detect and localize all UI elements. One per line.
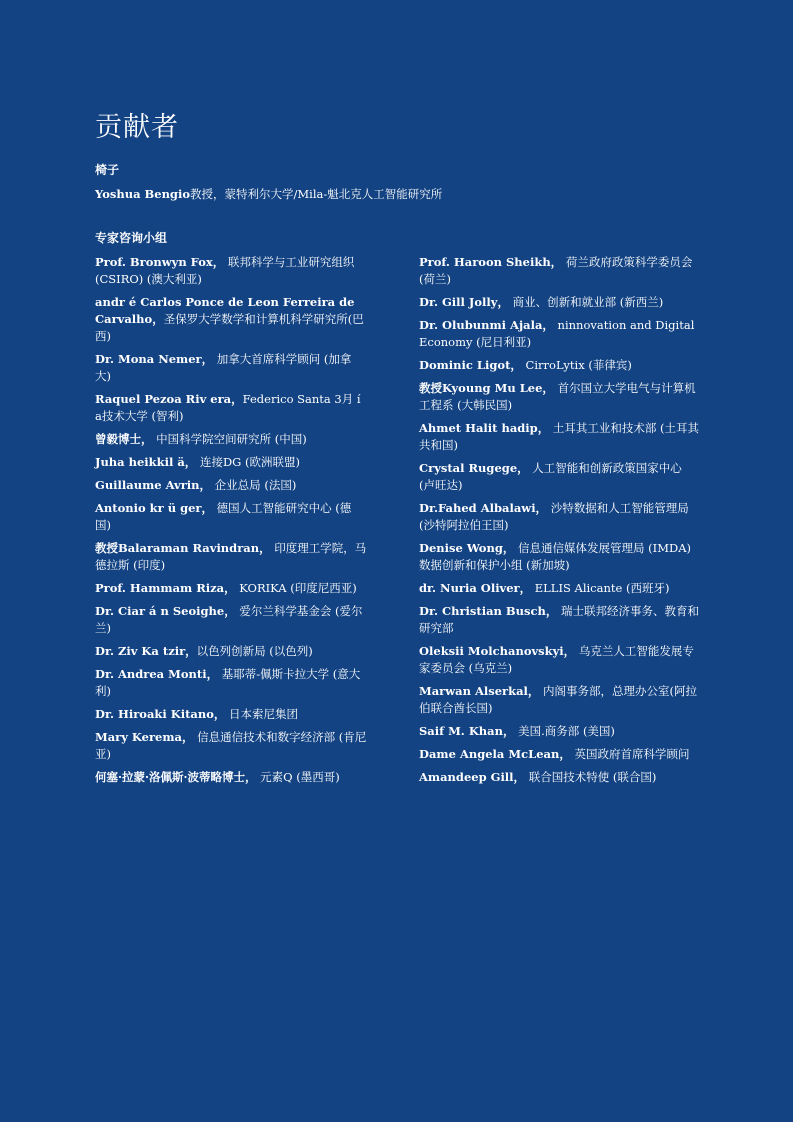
- member-name: dr. Nuria Oliver，: [419, 581, 532, 595]
- member-affiliation: KORIKA (印度尼西亚): [235, 581, 357, 595]
- list-item: [95, 666, 367, 700]
- member-name: Dr. Ciar á n Seoighe，: [95, 604, 236, 618]
- member-affiliation: 印度理工学院，马德拉斯 (印度): [95, 541, 367, 572]
- member-affiliation: 荷兰政府政策科学委员会 (荷兰): [419, 255, 693, 286]
- list-item: [419, 500, 701, 534]
- member-name: Crystal Rugege，: [419, 461, 529, 475]
- member-name: Dr. Christian Busch，: [419, 604, 558, 618]
- member-name: Dr. Mona Nemer，: [95, 352, 214, 366]
- member-name: Dr. Andrea Monti，: [95, 667, 219, 681]
- member-name: Prof. Hammam Riza，: [95, 581, 236, 595]
- list-item: [419, 746, 701, 763]
- list-item: [419, 723, 701, 740]
- member-affiliation: 信息通信媒体发展管理局 (IMDA) 数据创新和保护小组 (新加坡): [419, 541, 692, 572]
- member-name: 何塞·拉蒙·洛佩斯·波蒂略博士，: [95, 770, 257, 784]
- member-affiliation: Federico Santa 3月 í a技术大学 (智利): [95, 392, 361, 423]
- member-name: Dominic Ligot，: [419, 358, 522, 372]
- member-affiliation: 爱尔兰科学基金会 (爱尔兰): [95, 604, 363, 635]
- member-name: Dame Angela McLean，: [419, 747, 571, 761]
- member-name: Denise Wong，: [419, 541, 515, 555]
- member-affiliation: 首尔国立大学电气与计算机工程系 (大韩民国): [419, 381, 696, 412]
- list-item: [95, 294, 367, 345]
- list-item: [419, 317, 701, 351]
- member-name: Dr. Ziv Ka tzir，: [95, 644, 197, 658]
- list-item: [419, 540, 701, 574]
- panel-heading: 专家咨询小组: [95, 231, 168, 245]
- member-affiliation: 元素Q (墨西哥): [256, 770, 340, 784]
- member-name: andr é Carlos Ponce de Leon Ferreira de Carvalho，: [95, 295, 355, 326]
- list-item: [419, 420, 701, 454]
- list-item: [419, 683, 701, 717]
- member-affiliation: 联合国技术特使 (联合国): [525, 770, 657, 784]
- member-affiliation: 企业总局 (法国): [211, 478, 297, 492]
- list-item: [95, 500, 367, 534]
- member-name: 教授Kyoung Mu Lee，: [419, 381, 554, 395]
- chair-heading: 椅子: [95, 163, 120, 177]
- list-item: [419, 643, 701, 677]
- member-affiliation: 德国人工智能研究中心 (德国): [95, 501, 352, 532]
- list-item: [95, 540, 367, 574]
- member-affiliation: 信息通信技术和数字经济部 (肯尼亚): [95, 730, 367, 761]
- member-name: Oleksii Molchanovskyi，: [419, 644, 576, 658]
- list-item: [419, 254, 701, 288]
- member-name: Marwan Alserkal，: [419, 684, 540, 698]
- member-name: Juha heikkil ä，: [95, 455, 197, 469]
- list-item: [419, 294, 701, 311]
- member-affiliation: 内阁事务部，总理办公室(阿拉伯联合酋长国): [419, 684, 698, 715]
- member-affiliation: 以色列创新局 (以色列): [196, 644, 313, 658]
- member-affiliation: 连接DG (欧洲联盟): [196, 455, 300, 469]
- left-column: [95, 254, 367, 792]
- page-title: 贡献者: [95, 112, 179, 143]
- list-item: [419, 380, 701, 414]
- member-name: Guillaume Avrin，: [95, 478, 212, 492]
- chair-entry: [95, 186, 442, 202]
- member-name: Dr. Hiroaki Kitano，: [95, 707, 226, 721]
- member-name: Mary Kerema，: [95, 730, 194, 744]
- list-item: [95, 769, 367, 786]
- list-item: [95, 729, 367, 763]
- member-affiliation: 土耳其工业和技术部 (土耳其共和国): [419, 421, 700, 452]
- member-affiliation: 乌克兰人工智能发展专家委员会 (乌克兰): [419, 644, 694, 675]
- list-item: [95, 454, 367, 471]
- list-item: [419, 357, 701, 374]
- member-affiliation: CirroLytix (菲律宾): [521, 358, 632, 372]
- member-affiliation: 瑞士联邦经济事务、教育和研究部: [419, 604, 699, 635]
- member-name: Prof. Bronwyn Fox，: [95, 255, 225, 269]
- list-item: [95, 580, 367, 597]
- member-name: Antonio kr ü ger，: [95, 501, 213, 515]
- member-name: Ahmet Halit hadip，: [419, 421, 550, 435]
- list-item: [95, 351, 367, 385]
- member-affiliation: 圣保罗大学数学和计算机科学研究所(巴西): [95, 312, 364, 343]
- member-name: 教授Balaraman Ravindran，: [95, 541, 271, 555]
- member-affiliation: ninnovation and Digital Economy (尼日利亚): [419, 318, 695, 349]
- member-affiliation: 日本索尼集团: [225, 707, 299, 721]
- member-name: Prof. Haroon Sheikh，: [419, 255, 563, 269]
- member-affiliation: 沙特数据和人工智能管理局 (沙特阿拉伯王国): [419, 501, 689, 532]
- member-affiliation: 中国科学院空间研究所 (中国): [152, 432, 307, 446]
- list-item: [95, 254, 367, 288]
- list-item: [95, 391, 367, 425]
- member-affiliation: 加拿大首席科学顾问 (加拿大): [95, 352, 352, 383]
- member-name: Amandeep Gill，: [419, 770, 526, 784]
- member-name: Dr.Fahed Albalawi，: [419, 501, 548, 515]
- member-affiliation: 基耶蒂-佩斯卡拉大学 (意大利): [95, 667, 361, 698]
- member-name: Dr. Gill Jolly，: [419, 295, 509, 309]
- member-name: Saif M. Khan，: [419, 724, 515, 738]
- member-affiliation: 人工智能和创新政策国家中心 (卢旺达): [419, 461, 682, 492]
- member-name: 曾毅博士，: [95, 432, 153, 446]
- member-affiliation: 英国政府首席科学顾问: [570, 747, 690, 761]
- list-item: [95, 643, 367, 660]
- chair-name: Yoshua Bengio: [95, 187, 191, 201]
- member-affiliation: 联邦科学与工业研究组织(CSIRO) (澳大利亚): [95, 255, 355, 286]
- list-item: [95, 706, 367, 723]
- member-name: Dr. Olubunmi Ajala，: [419, 318, 554, 332]
- member-affiliation: 美国.商务部 (美国): [514, 724, 615, 738]
- right-column: [419, 254, 701, 792]
- list-item: [95, 431, 367, 448]
- list-item: [95, 477, 367, 494]
- list-item: [419, 580, 701, 597]
- chair-affiliation: 教授，蒙特利尔大学/Mila-魁北克人工智能研究所: [190, 187, 443, 201]
- list-item: [419, 769, 701, 786]
- member-affiliation: 商业、创新和就业部 (新西兰): [508, 295, 664, 309]
- list-item: [419, 603, 701, 637]
- list-item: [419, 460, 701, 494]
- member-name: Raquel Pezoa Riv era，: [95, 392, 243, 406]
- list-item: [95, 603, 367, 637]
- member-affiliation: ELLIS Alicante (西班牙): [531, 581, 670, 595]
